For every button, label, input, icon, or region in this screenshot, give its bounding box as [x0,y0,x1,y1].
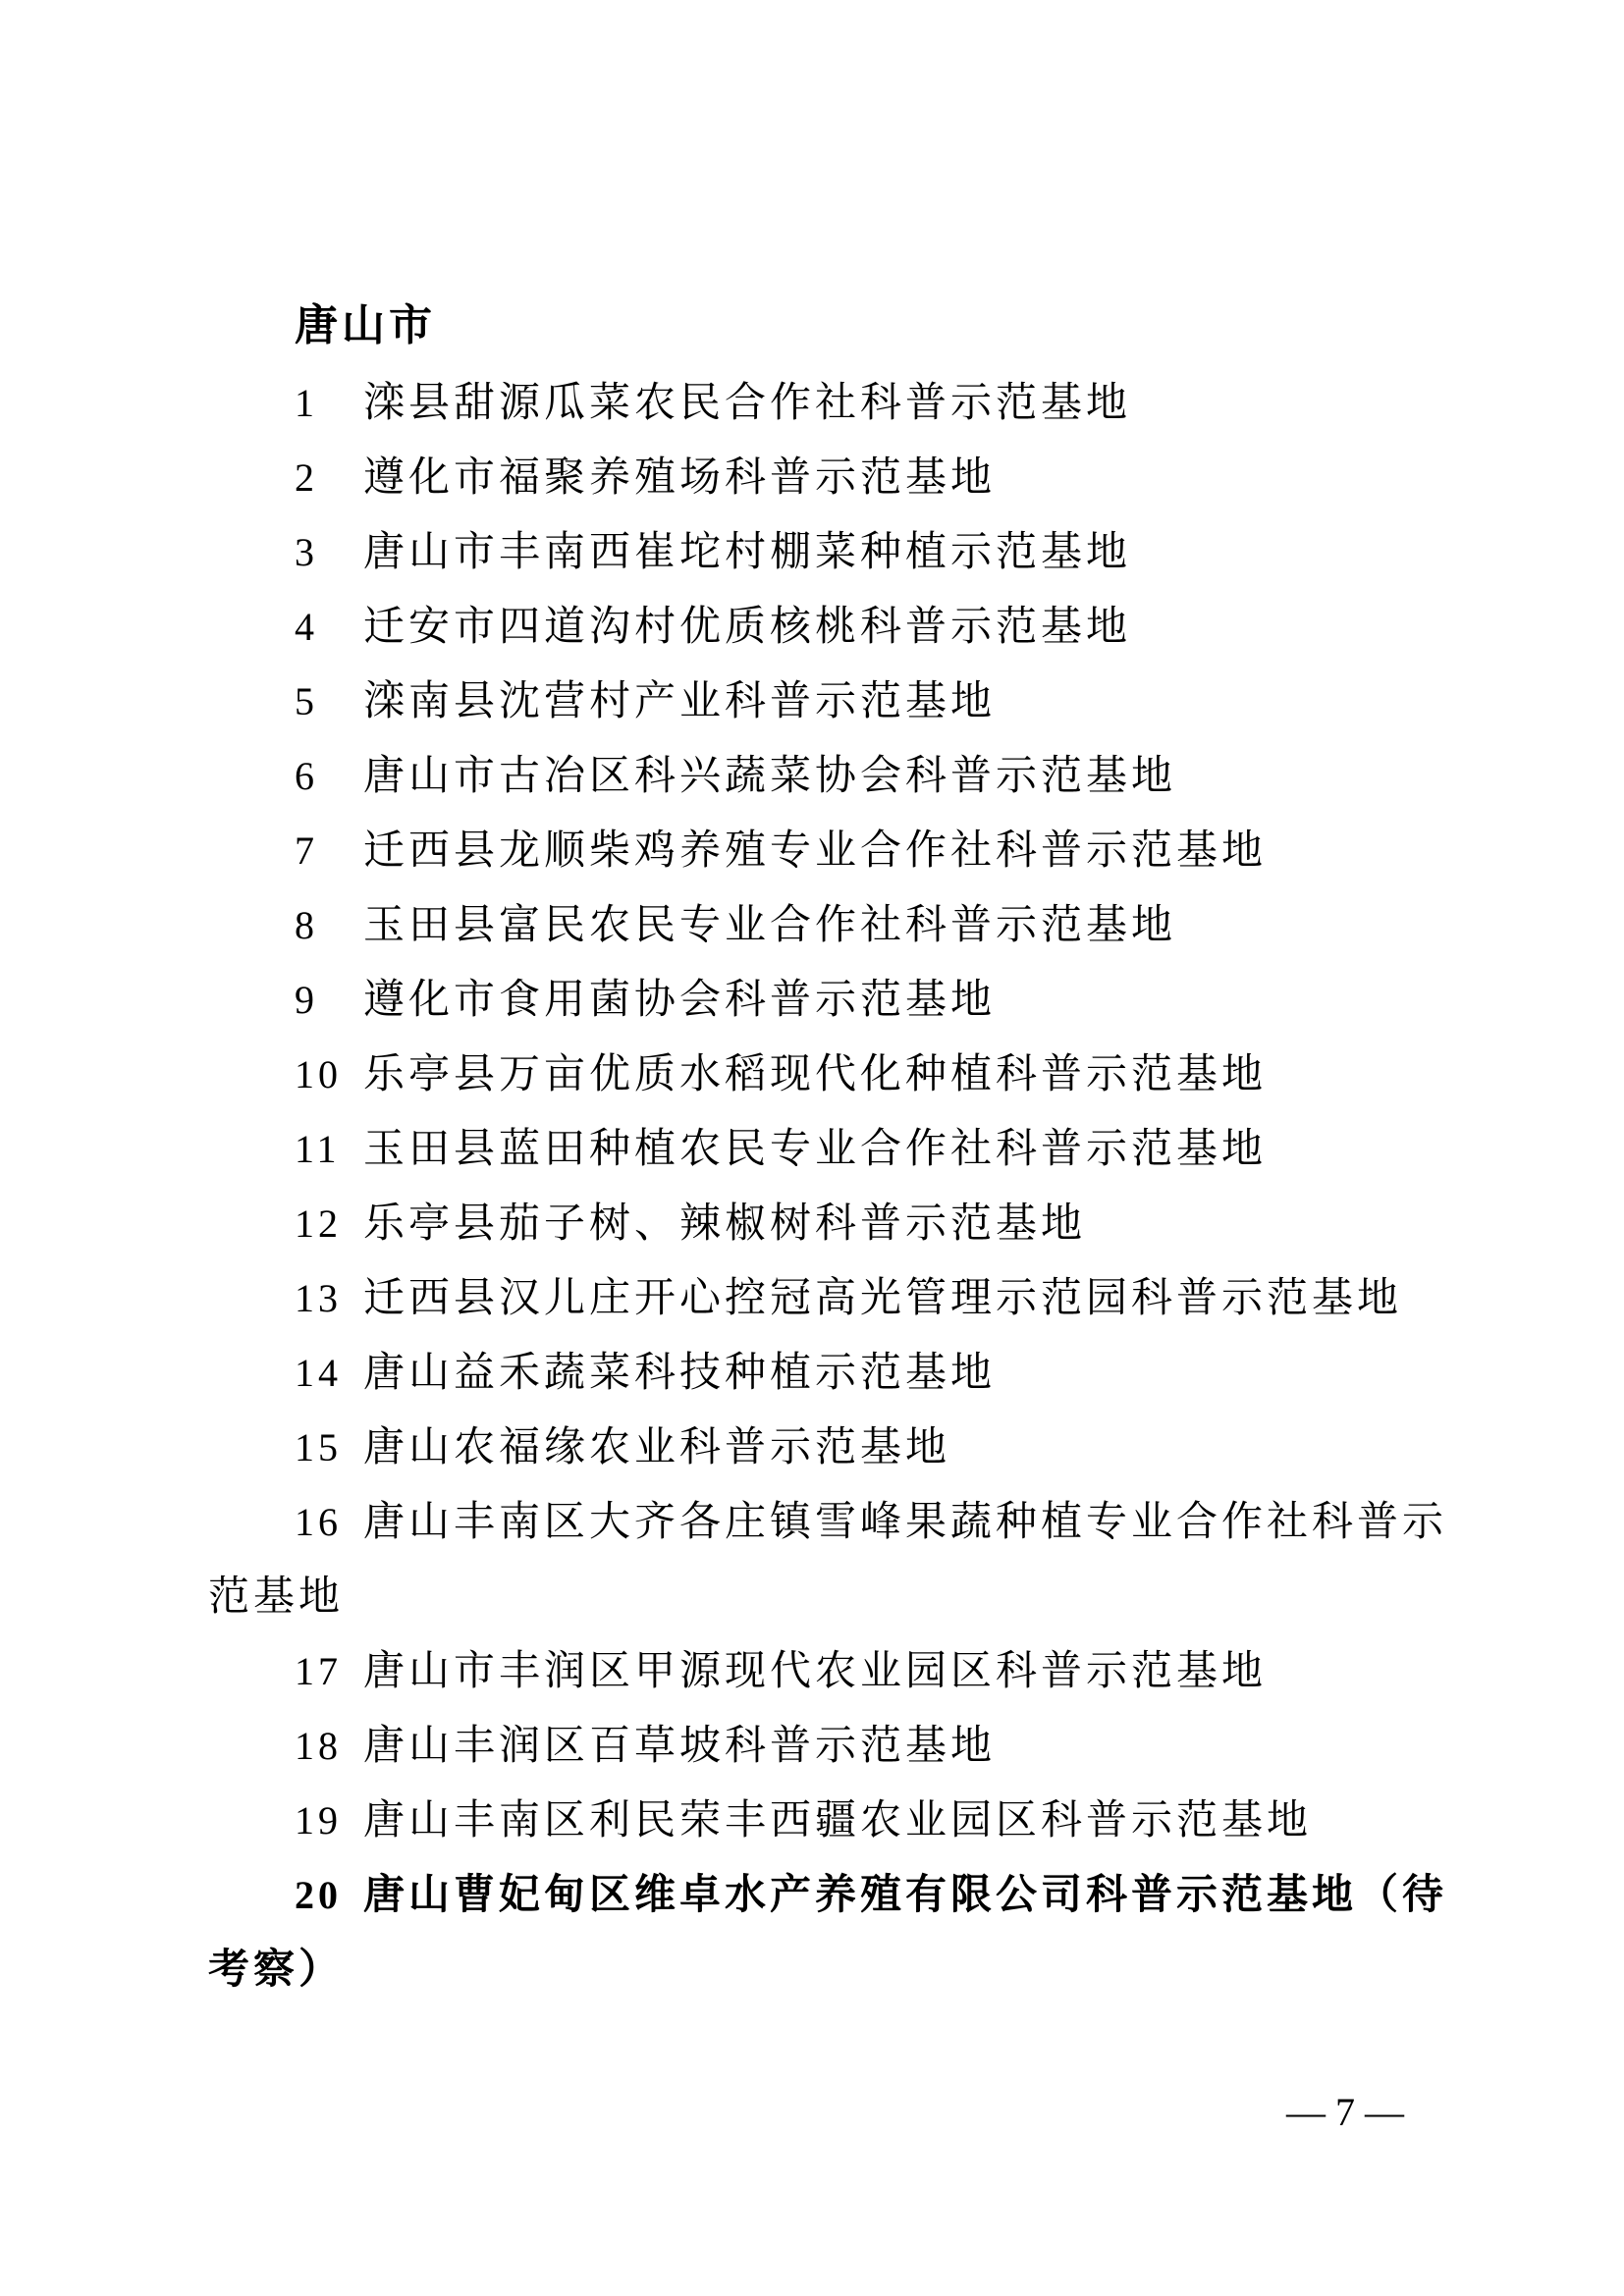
item-text: 玉田县蓝田种植农民专业合作社科普示范基地 [363,1124,1268,1172]
item-text: 唐山丰南区大齐各庄镇雪峰果蔬种植专业合作社科普示 [363,1497,1448,1545]
item-text: 唐山农福缘农业科普示范基地 [363,1422,951,1470]
list-item [295,887,1424,963]
item-text: 玉田县富民农民专业合作社科普示范基地 [363,900,1177,948]
list-item [295,962,1424,1038]
item-number: 10 [295,1052,342,1096]
item-number: 14 [295,1351,342,1395]
list-item [295,738,1424,814]
item-text: 唐山益禾蔬菜科技种植示范基地 [363,1348,997,1396]
section-title: 唐山市 [295,300,436,350]
list-item [295,664,1424,739]
list-item [295,589,1424,665]
item-text: 唐山丰润区百草坡科普示范基地 [363,1721,997,1769]
item-text: 迁西县龙顺柴鸡养殖专业合作社科普示范基地 [363,826,1268,874]
list-item [295,1186,1424,1261]
item-text: 唐山市丰南西崔坨村棚菜种植示范基地 [363,527,1132,575]
list-item-continuation: 范基地 [208,1572,345,1620]
page-number: — 7 — [1286,2090,1404,2134]
item-text: 迁西县汉儿庄开心控冠高光管理示范园科普示范基地 [363,1273,1403,1321]
item-number: 12 [295,1201,342,1246]
item-text: 迁安市四道沟村优质核桃科普示范基地 [363,602,1132,650]
item-number: 8 [295,903,318,947]
list-item [295,1260,1424,1336]
item-text: 唐山曹妃甸区维卓水产养殖有限公司科普示范基地（待 [363,1870,1448,1918]
item-text: 唐山丰南区利民荣丰西疆农业园区科普示范基地 [363,1795,1313,1843]
item-text: 乐亭县万亩优质水稻现代化种植科普示范基地 [363,1049,1268,1097]
item-number: 19 [295,1798,342,1842]
item-number: 9 [295,978,318,1022]
item-number: 20 [295,1873,342,1917]
list-item [295,1633,1424,1709]
item-number: 18 [295,1724,342,1768]
item-text: 遵化市食用菌协会科普示范基地 [363,975,997,1023]
item-number: 3 [295,530,318,574]
list-item [295,1410,1424,1485]
list-item [295,813,1424,888]
list-item [295,1335,1424,1411]
list-item [295,1111,1424,1187]
item-text: 唐山市古冶区科兴蔬菜协会科普示范基地 [363,751,1177,799]
item-text: 唐山市丰润区甲源现代农业园区科普示范基地 [363,1646,1268,1694]
item-number: 17 [295,1649,342,1693]
item-number: 1 [295,381,318,425]
item-number: 6 [295,754,318,798]
list-item [295,1783,1424,1858]
item-number: 7 [295,828,318,873]
list-item [295,514,1424,590]
item-number: 4 [295,605,318,649]
list-item [295,365,1424,441]
item-number: 15 [295,1425,342,1469]
item-number: 2 [295,455,318,500]
item-text: 遵化市福聚养殖场科普示范基地 [363,453,997,501]
item-number: 5 [295,679,318,723]
item-text: 乐亭县茄子树、辣椒树科普示范基地 [363,1199,1087,1247]
list-item-continuation: 考察） [208,1945,345,1993]
list-item [295,1857,1448,1933]
item-number: 16 [295,1500,342,1544]
list-item [295,1708,1424,1784]
item-number: 13 [295,1276,342,1320]
item-text: 滦县甜源瓜菜农民合作社科普示范基地 [363,378,1132,426]
item-text: 滦南县沈营村产业科普示范基地 [363,676,997,724]
list-item [295,1484,1448,1560]
item-number: 11 [295,1127,341,1171]
list-item [295,440,1424,515]
list-item [295,1037,1424,1112]
